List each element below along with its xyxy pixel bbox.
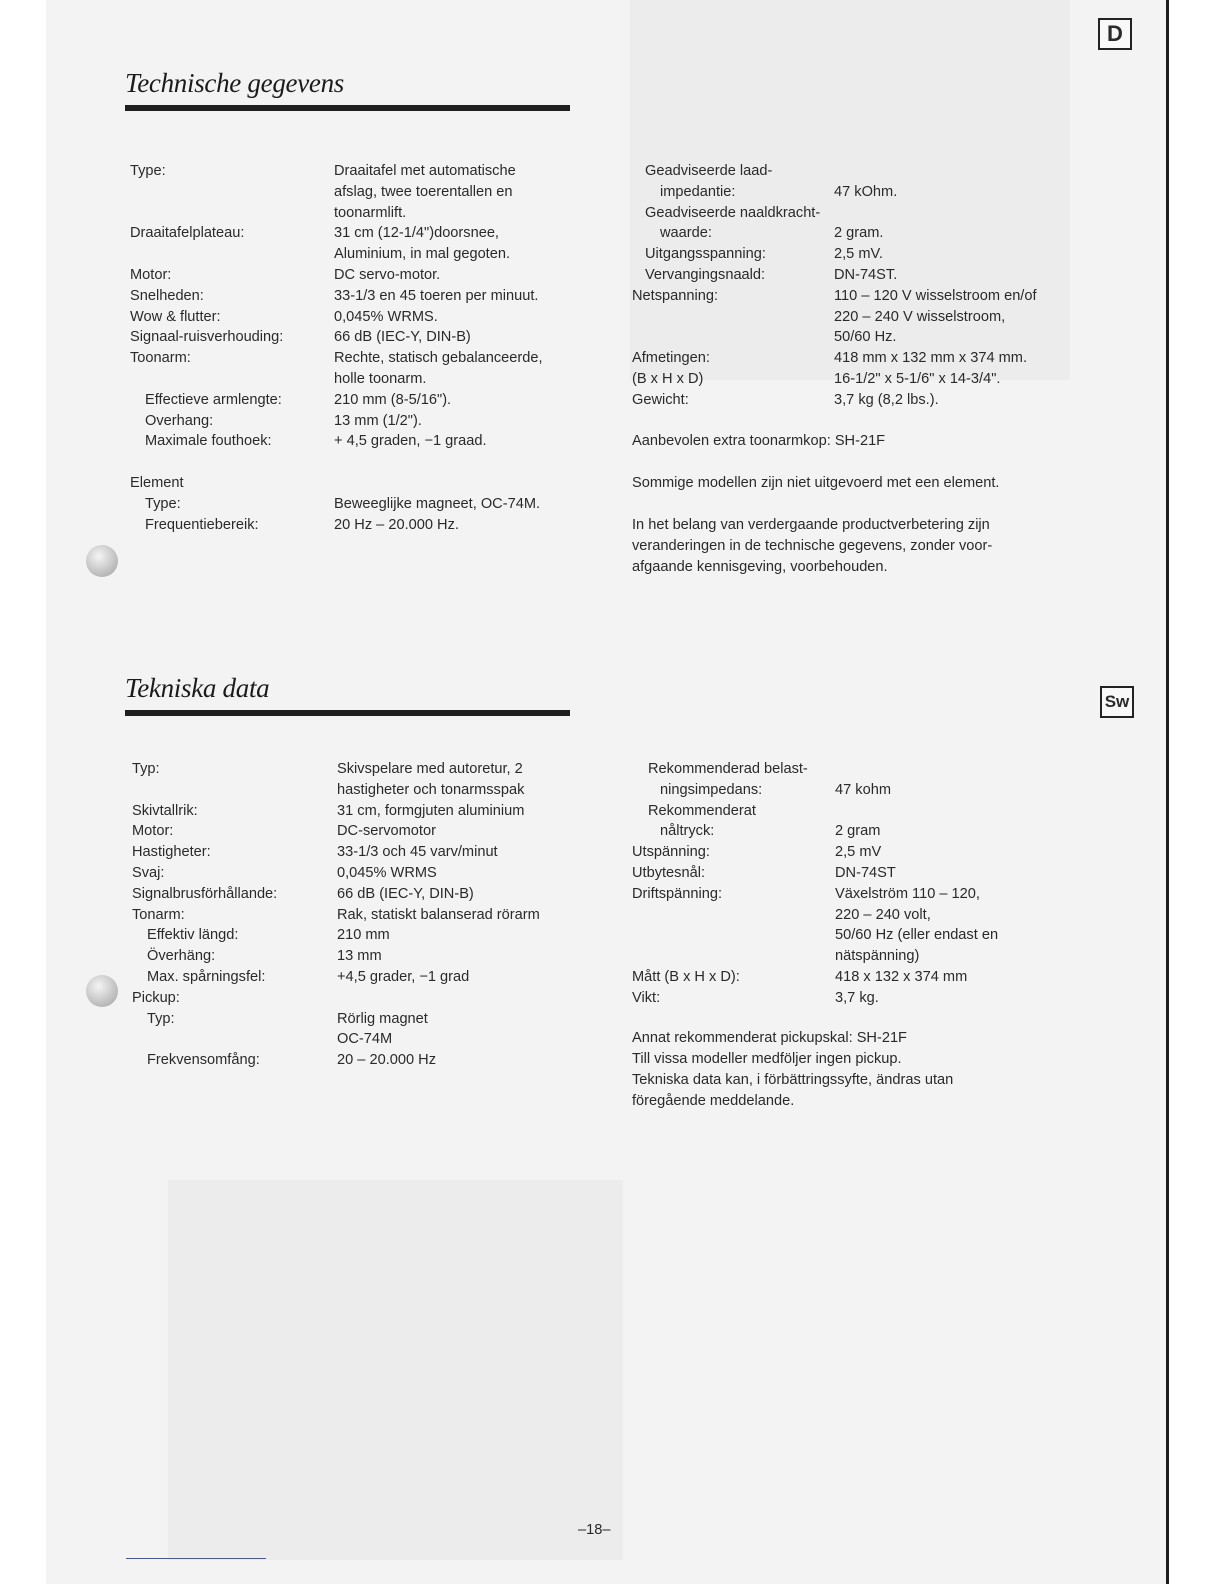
spec-label: Driftspänning: <box>632 885 723 902</box>
section-rule-swedish <box>125 710 570 716</box>
spec-value: 50/60 Hz (eller endast en <box>835 927 999 944</box>
spec-label: Afmetingen: <box>632 350 710 367</box>
spec-value: 2,5 mV. <box>834 246 883 263</box>
spec-value: holle toonarm. <box>334 371 427 387</box>
spec-label: Effektiv längd: <box>147 927 239 944</box>
spec-value: Rörlig magnet <box>337 1010 428 1027</box>
binder-hole-upper <box>86 545 118 577</box>
spec-value: Skivspelare med autoretur, 2 <box>337 761 523 777</box>
note-line: afgaande kennisgeving, voorbehouden. <box>632 559 888 575</box>
spec-value: OC-74M <box>337 1031 393 1048</box>
spec-label: Vikt: <box>632 989 661 1006</box>
spec-value: Aluminium, in mal gegoten. <box>334 246 511 263</box>
spec-value: nätspänning) <box>835 948 920 965</box>
spec-label: Signaal-ruisverhouding: <box>130 329 284 346</box>
section-heading-dutch: Technische gegevens <box>125 68 344 98</box>
footer-link-line <box>126 1558 266 1559</box>
spec-value: 210 mm (8-5/16"). <box>334 391 452 408</box>
spec-label: Tonarm: <box>132 906 185 923</box>
spec-value: Rak, statiskt balanserad rörarm <box>337 906 540 923</box>
spec-label: Motor: <box>132 823 174 840</box>
spec-label: Utbytesnål: <box>632 865 706 881</box>
spec-value: DC servo-motor. <box>334 267 441 283</box>
spec-value: 47 kohm <box>835 781 891 798</box>
note-line: Annat rekommenderat pickupskal: SH-21F <box>632 1030 907 1046</box>
note-line: In het belang van verdergaande productverbetering zijn <box>632 517 990 533</box>
spec-value: 418 x 132 x 374 mm <box>835 969 968 985</box>
spec-label: waarde: <box>660 225 712 242</box>
spec-value: 50/60 Hz. <box>834 329 897 346</box>
spec-label: Overhang: <box>145 412 214 429</box>
spec-label: Typ: <box>132 761 160 777</box>
spec-value: 220 – 240 volt, <box>835 906 931 923</box>
spec-label: Hastigheter: <box>132 844 211 861</box>
spec-label: Wow & flutter: <box>130 308 221 325</box>
page-number: –18– <box>578 1522 611 1538</box>
note-line: Till vissa modeller medföljer ingen pickup. <box>632 1051 902 1067</box>
spec-label: Frequentiebereik: <box>145 516 259 533</box>
spec-value: 3,7 kg (8,2 lbs.). <box>834 391 939 408</box>
note-line: föregående meddelande. <box>632 1093 795 1109</box>
spec-value: + 4,5 graden, −1 graad. <box>334 433 487 450</box>
spec-value: 210 mm <box>337 927 390 944</box>
language-badge-dutch: D <box>1098 18 1132 50</box>
spec-label: Svaj: <box>132 865 165 881</box>
spec-value: Rechte, statisch gebalanceerde, <box>334 350 543 367</box>
section-rule-dutch <box>125 105 570 111</box>
spec-label: Typ: <box>147 1010 175 1027</box>
spec-value: 110 – 120 V wisselstroom en/of <box>834 287 1037 304</box>
spec-value: 20 Hz – 20.000 Hz. <box>334 516 459 533</box>
spec-label: Motor: <box>130 267 172 283</box>
spec-value: 47 kOhm. <box>834 183 898 200</box>
spec-value: 2 gram <box>835 823 881 840</box>
spec-label: (B x H x D) <box>632 371 704 387</box>
spec-label: Skivtallrik: <box>132 802 198 819</box>
spec-value: DC-servomotor <box>337 823 436 840</box>
spec-value: 66 dB (IEC-Y, DIN-B) <box>334 329 471 346</box>
spec-value: hastigheter och tonarmsspak <box>337 781 525 798</box>
spec-label: Geadviseerde naaldkracht- <box>645 204 821 221</box>
spec-value: Beweeglijke magneet, OC-74M. <box>334 495 541 512</box>
spec-label: Toonarm: <box>130 350 191 367</box>
note-line: veranderingen in de technische gegevens, zonder voor- <box>632 538 993 554</box>
binder-hole-lower <box>86 975 118 1007</box>
page-edge <box>1166 0 1169 1584</box>
bleed-through-block-lower <box>168 1180 623 1560</box>
spec-value: 31 cm (12-1/4")doorsnee, <box>334 225 499 242</box>
spec-value: 13 mm (1/2"). <box>334 412 422 429</box>
spec-value: 33-1/3 en 45 toeren per minuut. <box>334 287 539 304</box>
spec-label: Max. spårningsfel: <box>147 969 266 985</box>
spec-label: Utspänning: <box>632 844 710 861</box>
spec-value: 0,045% WRMS. <box>334 308 438 325</box>
spec-label: Rekommenderad belast- <box>648 761 808 777</box>
spec-label: Draaitafelplateau: <box>130 225 245 242</box>
spec-value: 31 cm, formgjuten aluminium <box>337 802 525 819</box>
spec-label: Netspanning: <box>632 287 719 304</box>
spec-label: Mått (B x H x D): <box>632 969 740 985</box>
spec-label: Uitgangsspanning: <box>645 246 766 263</box>
spec-value: 2 gram. <box>834 225 884 242</box>
spec-value: 418 mm x 132 mm x 374 mm. <box>834 350 1028 367</box>
spec-value: Draaitafel met automatische <box>334 163 516 179</box>
spec-value: 3,7 kg. <box>835 989 879 1006</box>
spec-value: 16-1/2" x 5-1/6" x 14-3/4". <box>834 371 1001 387</box>
spec-label: Type: <box>130 163 166 179</box>
spec-value: toonarmlift. <box>334 204 407 221</box>
spec-label: Rekommenderat <box>648 802 756 819</box>
section-heading-swedish: Tekniska data <box>125 673 270 703</box>
spec-label: Snelheden: <box>130 287 204 304</box>
spec-label: nåltryck: <box>660 823 715 840</box>
spec-value: 0,045% WRMS <box>337 865 437 881</box>
spec-label: Överhäng: <box>147 948 216 965</box>
spec-value: DN-74ST. <box>834 267 898 283</box>
spec-label: Element <box>130 475 184 491</box>
spec-label: Effectieve armlengte: <box>145 391 282 408</box>
spec-label: Frekvensomfång: <box>147 1052 260 1069</box>
spec-value: DN-74ST <box>835 865 896 881</box>
spec-value: afslag, twee toerentallen en <box>334 183 513 200</box>
note-line: Tekniska data kan, i förbättringssyfte, ändras utan <box>632 1072 954 1088</box>
spec-value: 2,5 mV <box>835 844 882 861</box>
note-line: Sommige modellen zijn niet uitgevoerd met een element. <box>632 475 1000 491</box>
spec-value: 220 – 240 V wisselstroom, <box>834 308 1006 325</box>
spec-value: 20 – 20.000 Hz <box>337 1052 436 1069</box>
spec-value: 66 dB (IEC-Y, DIN-B) <box>337 885 474 902</box>
spec-label: Maximale fouthoek: <box>145 433 272 450</box>
spec-label: Geadviseerde laad- <box>645 163 773 179</box>
spec-label: Gewicht: <box>632 391 689 408</box>
spec-label: impedantie: <box>660 183 736 200</box>
spec-label: Signalbrusförhållande: <box>132 885 278 902</box>
spec-value: 13 mm <box>337 948 382 965</box>
spec-label: Vervangingsnaald: <box>645 267 766 283</box>
language-badge-swedish: Sw <box>1100 686 1134 718</box>
spec-value: Växelström 110 – 120, <box>835 885 980 902</box>
spec-value: +4,5 grader, −1 grad <box>337 969 470 985</box>
spec-value: 33-1/3 och 45 varv/minut <box>337 844 498 861</box>
note-line: Aanbevolen extra toonarmkop: SH-21F <box>632 433 886 449</box>
spec-label: Pickup: <box>132 989 180 1006</box>
spec-label: Type: <box>145 495 181 512</box>
spec-label: ningsimpedans: <box>660 781 763 798</box>
